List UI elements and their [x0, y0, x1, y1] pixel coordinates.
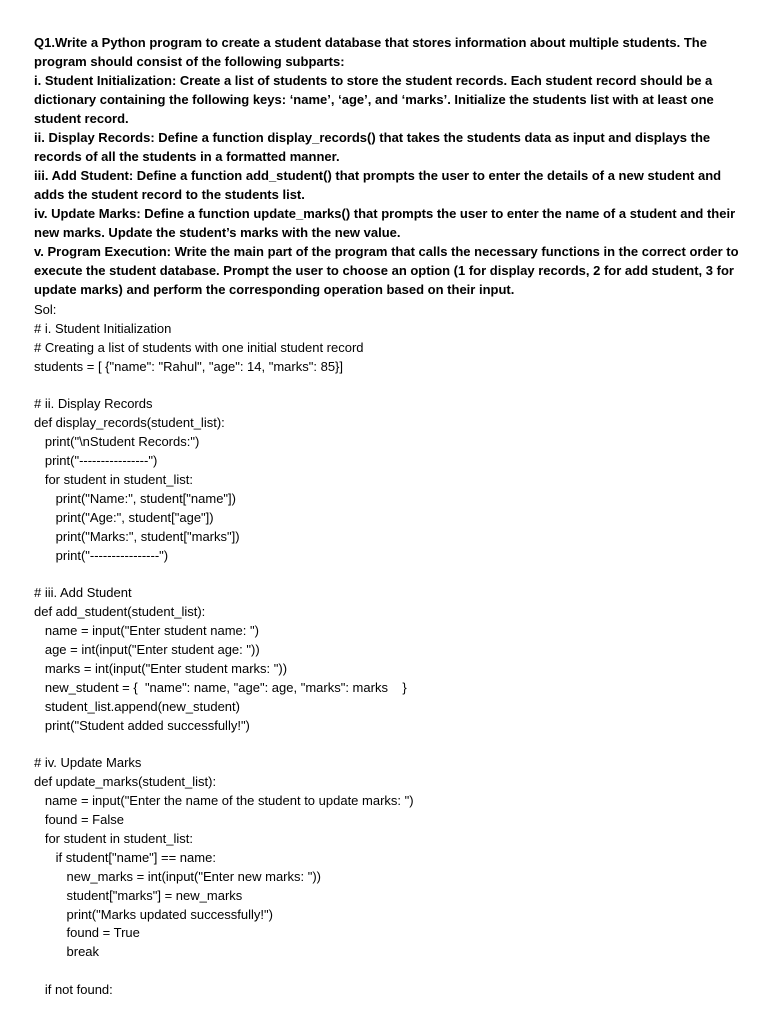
code-line: name = input("Enter student name: ") [34, 623, 259, 639]
code-line: print("Age:", student["age"]) [34, 509, 214, 525]
document-page [34, 33, 754, 1000]
code-line [34, 377, 754, 396]
code-line: new_student = { "name": name, "age": age, "marks": marks } [34, 679, 407, 695]
question-intro: Q1.Write a Python program to create a student database that stores information about multiple students. The program should consist of the following subparts: [34, 35, 707, 69]
code-line: if student["name"] == name: [34, 849, 216, 865]
code-line [34, 565, 754, 584]
code-line: def add_student(student_list): [34, 604, 206, 620]
code-line: print("Name:", student["name"]) [34, 490, 236, 506]
code-line: if not found: [34, 982, 113, 998]
code-line: # iii. Add Student [34, 585, 132, 601]
question-part-iv: iv. Update Marks: Define a function update_marks() that prompts the user to enter the name of a student and their new marks. Update the student’s marks with the new value. [34, 206, 736, 240]
code-line: print("----------------") [34, 547, 169, 563]
code-line: def display_records(student_list): [34, 415, 225, 431]
code-line: for student in student_list: [34, 472, 193, 488]
question-part-v: v. Program Execution: Write the main part of the program that calls the necessary functions in the correct order to execute the student database. Prompt the user to choose an option (1 for display records, 2 for add student, 3 for update marks) and perform the corresponding operation based on their input. [34, 244, 739, 297]
code-line: found = False [34, 812, 124, 828]
code-line: marks = int(input("Enter student marks: ")) [34, 660, 288, 676]
code-line: break [34, 944, 100, 960]
code-line: for student in student_list: [34, 830, 193, 846]
code-line [34, 962, 754, 981]
code-line: student["marks"] = new_marks [34, 887, 243, 903]
code-line: def update_marks(student_list): [34, 774, 217, 790]
code-line: print("Marks:", student["marks"]) [34, 528, 240, 544]
code-line: print("----------------") [34, 453, 158, 469]
code-line: print("Student added successfully!") [34, 717, 250, 733]
code-line: age = int(input("Enter student age: ")) [34, 642, 260, 658]
code-line: # i. Student Initialization [34, 320, 172, 336]
code-line: # iv. Update Marks [34, 755, 142, 771]
sol-label: Sol: [34, 302, 57, 317]
question-part-iii: iii. Add Student: Define a function add_student() that prompts the user to enter the details of a new student and adds the student record to the students list. [34, 168, 722, 202]
code-line: student_list.append(new_student) [34, 698, 240, 714]
code-line: print("\nStudent Records:") [34, 434, 200, 450]
code-line: new_marks = int(input("Enter new marks: ")) [34, 868, 322, 884]
question-part-i: i. Student Initialization: Create a list of students to store the student records. Each student record should be a dictionary containing the following keys: ‘name’, ‘age’, and ‘marks’. Initialize the students list with at least one student record. [34, 73, 714, 126]
code-line: # ii. Display Records [34, 396, 153, 412]
question-part-ii: ii. Display Records: Define a function display_records() that takes the students data as input and displays the records of all the students in a formatted manner. [34, 130, 711, 164]
code-line: name = input("Enter the name of the student to update marks: ") [34, 793, 414, 809]
code-line [34, 736, 754, 755]
code-line: found = True [34, 925, 140, 941]
code-line: # Creating a list of students with one initial student record [34, 339, 364, 355]
code-line: students = [ {"name": "Rahul", "age": 14, "marks": 85}] [34, 358, 343, 374]
code-line: print("Marks updated successfully!") [34, 906, 273, 922]
code-block [34, 320, 754, 1000]
